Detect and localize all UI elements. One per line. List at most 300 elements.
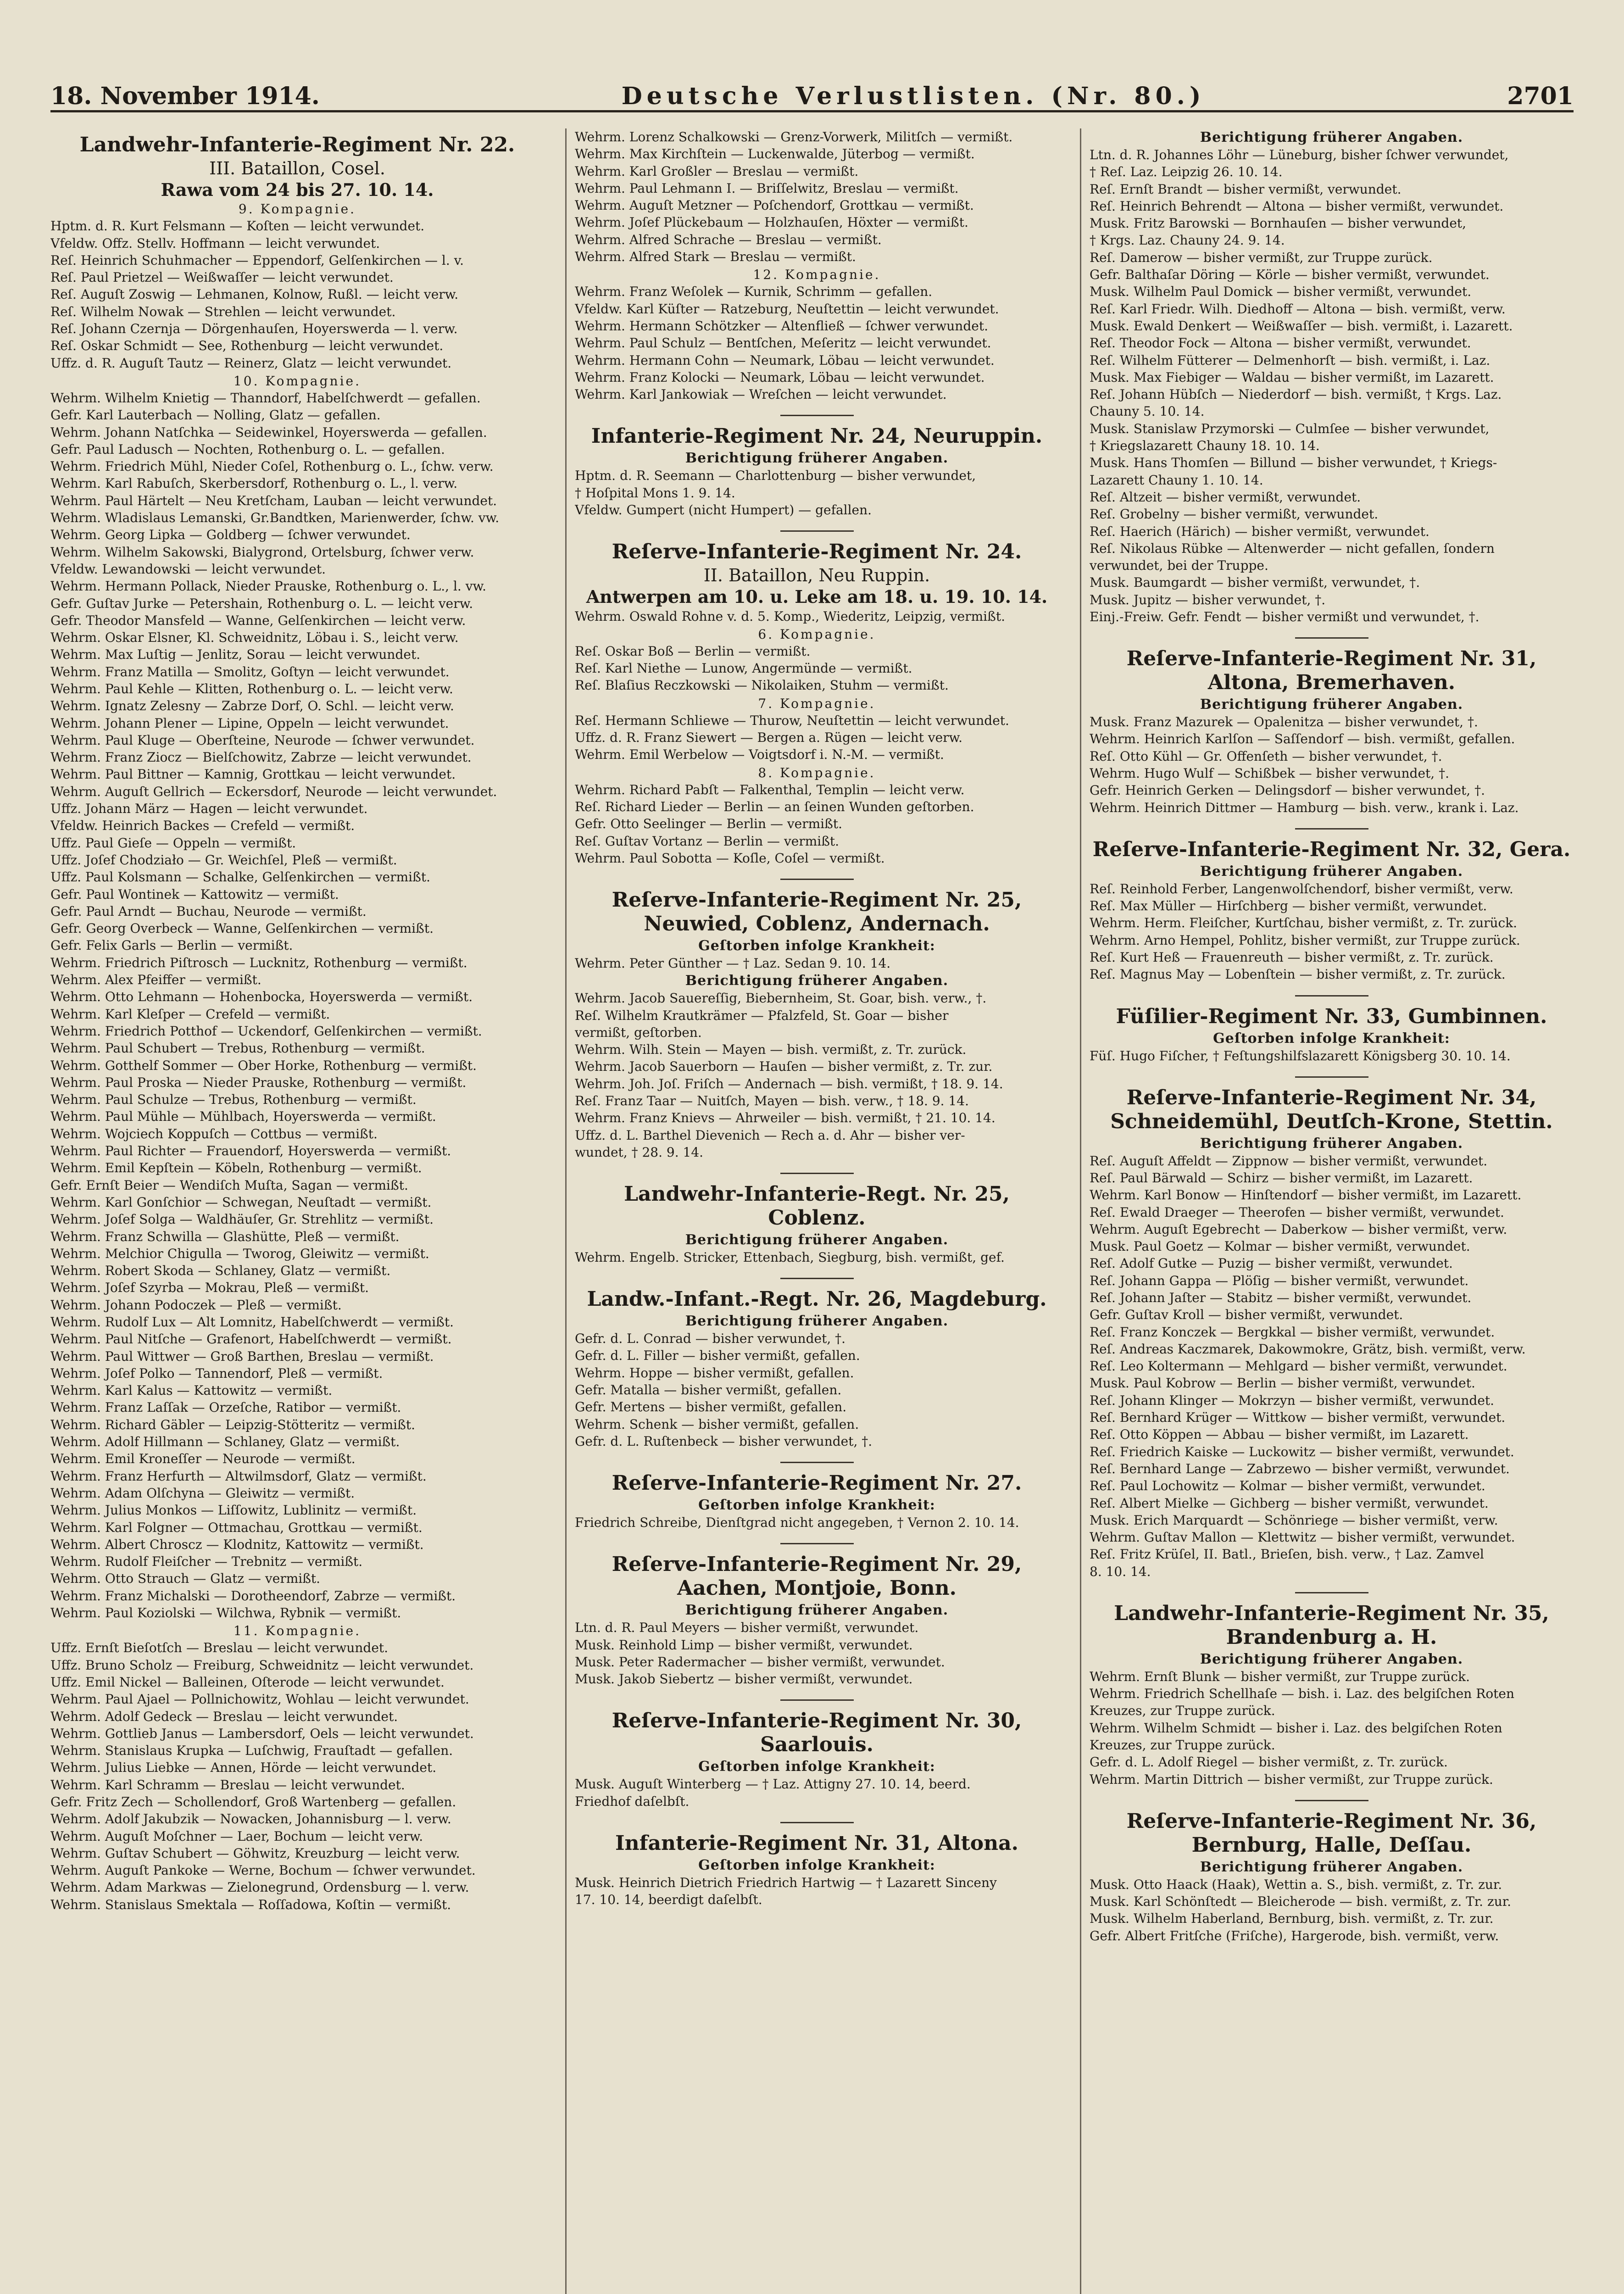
casualty-entry: Wehrm. Hermann Schötzker — Altenfließ — ſchwer verwundet. [575, 318, 988, 334]
casualty-entry: Wehrm. Stanislaus Smektala — Roſſadowa, Koſtin — vermißt. [50, 1897, 451, 1912]
divider [1295, 995, 1368, 997]
casualty-entry: Wehrm. Adam Markwas — Zielonegrund, Ordensburg — l. verw. [50, 1880, 469, 1895]
casualty-entry: Wehrm. Paul Richter — Frauendorf, Hoyerswerda — vermißt. [50, 1143, 451, 1159]
casualty-entry: Wehrm. Robert Skoda — Schlaney, Glatz — vermißt. [50, 1263, 391, 1279]
casualty-entry: Wehrm. Ignatz Zelesny — Zabrze Dorf, O. Schl. — leicht verw. [50, 698, 454, 714]
casualty-entry: Wehrm. Paul Härtelt — Neu Kretſcham, Lauban — leicht verwundet. [50, 493, 497, 508]
casualty-list [575, 1330, 1059, 1450]
casualty-entry: Gefr. Paul Ladusch — Nochten, Rothenburg o. L. — gefallen. [50, 441, 445, 457]
casualty-entry: Reſ. Blaſius Reczkowski — Nikolaiken, Stuhm — vermißt. [575, 678, 949, 693]
casualty-entry: Wehrm. Stanislaus Krupka — Luſchwig, Frauſtadt — gefallen. [50, 1743, 453, 1759]
casualty-entry: Wehrm. Franz Knievs — Ahrweiler — bish. vermißt, † 21. 10. 14. [575, 1110, 996, 1126]
casualty-entry: Musk. Wilhelm Paul Domick — bisher vermißt, verwundet. [1090, 284, 1472, 300]
subsection-heading: Geſtorben infolge Krankheit: [698, 937, 935, 954]
casualty-entry: Wehrm. Max Luſtig — Jenlitz, Sorau — leicht verwundet. [50, 647, 421, 663]
column-1 [50, 128, 544, 2294]
casualty-entry: Kreuzes, zur Truppe zurück. [1090, 1737, 1275, 1753]
casualty-entry: Gefr. Guſtav Kroll — bisher vermißt, verwundet. [1090, 1307, 1403, 1323]
casualty-entry: Wehrm. Karl Kalus — Kattowitz — vermißt. [50, 1383, 333, 1398]
casualty-entry: Wehrm. Karl Folgner — Ottmachau, Grottkau — vermißt. [50, 1520, 423, 1535]
subsection-heading: Berichtigung früherer Angaben. [685, 973, 949, 989]
casualty-entry: Uffz. Bruno Scholz — Freiburg, Schweidnitz — leicht verwundet. [50, 1657, 474, 1673]
casualty-entry: Reſ. Richard Lieder — Berlin — an ſeinen Wunden geſtorben. [575, 799, 974, 814]
casualty-entry: Wehrm. Karl Rabuſch, Skerbersdorf, Rothenburg o. L., l. verw. [50, 476, 458, 491]
casualty-entry: Wehrm. Karl Kleſper — Crefeld — vermißt. [50, 1006, 330, 1022]
casualty-entry: Reſ. Grobelny — bisher vermißt, verwundet. [1090, 507, 1379, 522]
section-title: Infanterie-Regiment Nr. 31, Altona. [615, 1831, 1018, 1855]
casualty-entry: Reſ. Franz Taar — Nuitſch, Mayen — bish. verw., † 18. 9. 14. [575, 1093, 969, 1108]
casualty-entry: Reſ. Fritz Krüſel, II. Batl., Brieſen, bish. verw., † Laz. Zamvel [1090, 1547, 1484, 1562]
casualty-entry: Wehrm. Heinrich Karlſon — Saſſendorf — bish. vermißt, gefallen. [1090, 731, 1515, 747]
battalion: III. Bataillon, Cosel. [209, 158, 385, 178]
company-heading: 11. Kompagnie. [233, 1623, 361, 1639]
casualty-entry: Wehrm. Julius Liebke — Annen, Hörde — leicht verwundet. [50, 1760, 437, 1776]
casualty-entry: Vfeldw. Lewandowski — leicht verwundet. [50, 561, 326, 577]
casualty-entry: Reſ. Paul Bärwald — Schirz — bisher vermißt, im Lazarett. [1090, 1170, 1473, 1186]
casualty-entry: Wehrm. Albert Chroscz — Klodnitz, Kattowitz — vermißt. [50, 1537, 424, 1552]
casualty-entry: Reſ. Reinhold Ferber, Langenwolſchendorf, bisher vermißt, verw. [1090, 881, 1513, 896]
casualty-entry: Reſ. Damerow — bisher vermißt, zur Truppe zurück. [1090, 250, 1433, 265]
columns [50, 128, 1574, 2294]
casualty-entry: Uffz. Paul Gieſe — Oppeln — vermißt. [50, 835, 296, 851]
casualty-entry: Wehrm. Oswald Rohne v. d. 5. Komp., Wiederitz, Leipzig, vermißt. [575, 608, 1005, 624]
column-2 [565, 128, 1059, 2294]
divider [780, 1822, 854, 1823]
casualty-entry: Wehrm. Lorenz Schalkowski — Grenz-Vorwerk, Militſch — vermißt. [575, 129, 1013, 145]
casualty-entry: Wehrm. Hermann Cohn — Neumark, Löbau — leicht verwundet. [575, 352, 995, 368]
section-title: Reſerve-Infanterie-Regiment Nr. 34, Schneidemühl, Deutſch-Krone, Stettin. [1110, 1086, 1553, 1133]
casualty-list [1090, 880, 1574, 983]
casualty-entry: Wehrm. Franz Kolocki — Neumark, Löbau — leicht verwundet. [575, 369, 985, 385]
casualty-entry: Wehrm. Paul Proska — Nieder Prauske, Rothenburg — vermißt. [50, 1075, 467, 1090]
section-title: Landwehr-Infanterie-Regiment Nr. 35, Brandenburg a. H. [1114, 1602, 1549, 1649]
casualty-entry: Friedhof daſelbſt. [575, 1793, 690, 1809]
casualty-entry: Vfeldw. Offz. Stellv. Hoffmann — leicht verwundet. [50, 235, 380, 251]
casualty-entry: Reſ. Johann Czernja — Dörgenhauſen, Hoyerswerda — l. verw. [50, 321, 458, 337]
subsection-heading: Berichtigung früherer Angaben. [685, 450, 949, 467]
casualty-entry: Wehrm. Jacob Sauereſſig, Biebernheim, St. Goar, bish. verw., †. [575, 991, 987, 1006]
subsection-heading: Berichtigung früherer Angaben. [1200, 129, 1463, 145]
company-heading: 6. Kompagnie. [758, 626, 876, 642]
casualty-entry: Musk. Heinrich Dietrich Friedrich Hartwig — † Lazarett Sinceny [575, 1875, 997, 1890]
company-heading: 8. Kompagnie. [758, 765, 876, 780]
section-title: Reſerve-Infanterie-Regiment Nr. 36, Bernburg, Halle, Deſſau. [1126, 1809, 1537, 1857]
casualty-entry: Vfeldw. Gumpert (nicht Humpert) — gefallen. [575, 502, 872, 518]
casualty-entry: Musk. Jakob Siebertz — bisher vermißt, verwundet. [575, 1671, 913, 1687]
casualty-entry: Wehrm. Joh. Joſ. Friſch — Andernach — bish. vermißt, † 18. 9. 14. [575, 1076, 1003, 1091]
casualty-entry: Wehrm. Paul Schulz — Bentſchen, Meſeritz — leicht verwundet. [575, 335, 991, 351]
divider [1295, 828, 1368, 830]
casualty-list [50, 1639, 544, 1913]
casualty-entry: Reſ. Otto Köppen — Abbau — bisher vermißt, im Lazarett. [1090, 1427, 1469, 1442]
company-heading: 7. Kompagnie. [758, 696, 876, 711]
casualty-entry: Wehrm. Karl Großler — Breslau — vermißt. [575, 163, 859, 179]
divider [780, 415, 854, 416]
casualty-list [1090, 713, 1574, 816]
casualty-entry: Wehrm. Schenk — bisher vermißt, gefallen. [575, 1416, 859, 1432]
casualty-entry: Reſ. Leo Koltermann — Mehlgard — bisher vermißt, verwundet. [1090, 1359, 1507, 1374]
casualty-entry: Wehrm. Otto Strauch — Glatz — vermißt. [50, 1571, 321, 1587]
casualty-entry: Gefr. Albert Fritſche (Friſche), Hargerode, bish. vermißt, verw. [1090, 1928, 1499, 1943]
casualty-entry: Reſ. Andreas Kaczmarek, Dakowmokre, Grätz, bish. vermißt, verw. [1090, 1341, 1526, 1357]
casualty-entry: Musk. Wilhelm Haberland, Bernburg, bish. vermißt, z. Tr. zur. [1090, 1911, 1494, 1927]
casualty-entry: † Reſ. Laz. Leipzig 26. 10. 14. [1090, 164, 1283, 180]
casualty-entry: Reſ. Auguſt Zoswig — Lehmanen, Kolnow, Rußl. — leicht verw. [50, 287, 459, 302]
casualty-entry: Wehrm. Adam Olſchyna — Gleiwitz — vermißt. [50, 1485, 355, 1501]
subsection-heading: Berichtigung früherer Angaben. [685, 1313, 949, 1330]
casualty-entry: Wehrm. Wilhelm Schmidt — bisher i. Laz. des belgiſchen Roten [1090, 1720, 1502, 1736]
casualty-entry: Vfeldw. Heinrich Backes — Crefeld — vermißt. [50, 818, 355, 834]
casualty-entry: Wehrm. Paul Ajael — Pollnichowitz, Wohlau — leicht verwundet. [50, 1692, 469, 1707]
casualty-entry: Reſ. Wilhelm Fütterer — Delmenhorſt — bish. vermißt, i. Laz. [1090, 352, 1491, 368]
casualty-entry: Musk. Hans Thomſen — Billund — bisher verwundet, † Kriegs- [1090, 455, 1497, 471]
casualty-entry: Wehrm. Joſef Plückebaum — Holzhauſen, Höxter — vermißt. [575, 215, 968, 230]
page-header [50, 69, 1574, 112]
battle-note: Antwerpen am 10. u. Leke am 18. u. 19. 10. 14. [586, 586, 1048, 607]
casualty-entry: Wehrm. Paul Bittner — Kamnig, Grottkau — leicht verwundet. [50, 767, 456, 782]
casualty-entry: Wehrm. Emil Werbelow — Voigtsdorf i. N.-M. — vermißt. [575, 747, 944, 763]
subsection-heading: Berichtigung früherer Angaben. [1200, 1651, 1463, 1667]
casualty-entry: Wehrm. Johann Plener — Lipine, Oppeln — leicht verwundet. [50, 715, 449, 731]
casualty-entry: Lazarett Chauny 1. 10. 14. [1090, 472, 1263, 488]
casualty-entry: Wehrm. Adolf Jakubzik — Nowacken, Johannisburg — l. verw. [50, 1811, 451, 1827]
casualty-entry: Wehrm. Paul Schubert — Trebus, Rothenburg — vermißt. [50, 1041, 425, 1056]
casualty-entry: Wehrm. Karl Bonow — Hinſtendorf — bisher vermißt, im Lazarett. [1090, 1187, 1522, 1203]
casualty-entry: Wehrm. Arno Hempel, Pohlitz, bisher vermißt, zur Truppe zurück. [1090, 932, 1520, 948]
casualty-entry: Musk. Fritz Barowski — Bornhauſen — bisher verwundet, [1090, 216, 1467, 231]
divider [1295, 1076, 1368, 1078]
casualty-entry: Wehrm. Karl Schramm — Breslau — leicht verwundet. [50, 1777, 405, 1793]
casualty-entry: Reſ. Ewald Draeger — Theerofen — bisher vermißt, verwundet. [1090, 1204, 1504, 1220]
divider [1295, 1800, 1368, 1801]
casualty-entry: Gefr. d. L. Filler — bisher vermißt, gefallen. [575, 1348, 860, 1364]
casualty-entry: Ltn. d. R. Paul Meyers — bisher vermißt, verwundet. [575, 1620, 919, 1636]
casualty-entry: Gefr. Mertens — bisher vermißt, gefallen. [575, 1399, 847, 1415]
casualty-entry: Wehrm. Max Kirchſtein — Luckenwalde, Jüterbog — vermißt. [575, 146, 975, 162]
casualty-entry: Wehrm. Auguſt Metzner — Poſchendorf, Grottkau — vermißt. [575, 198, 974, 213]
casualty-entry: Wehrm. Alex Pfeiffer — vermißt. [50, 972, 261, 988]
casualty-entry: Uffz. Joſef Chodziało — Gr. Weichſel, Pleß — vermißt. [50, 852, 397, 868]
casualty-entry: vermißt, geſtorben. [575, 1025, 702, 1040]
casualty-entry: Musk. Stanislaw Przymorski — Culmſee — bisher verwundet, [1090, 421, 1490, 436]
casualty-entry: 17. 10. 14, beerdigt daſelbſt. [575, 1892, 762, 1908]
casualty-entry: † Kriegslazarett Chauny 18. 10. 14. [1090, 438, 1320, 454]
casualty-entry: Wehrm. Joſef Solga — Waldhäuſer, Gr. Strehlitz — vermißt. [50, 1212, 434, 1227]
casualty-entry: Reſ. Heinrich Behrendt — Altona — bisher vermißt, verwundet. [1090, 198, 1504, 214]
divider [780, 1278, 854, 1279]
casualty-entry: Reſ. Friedrich Kaiske — Luckowitz — bisher vermißt, verwundet. [1090, 1444, 1514, 1459]
subsection-heading: Geſtorben infolge Krankheit: [698, 1759, 935, 1775]
casualty-entry: Musk. Ewald Denkert — Weißwaſſer — bish. vermißt, i. Lazarett. [1090, 318, 1513, 334]
casualty-entry: Reſ. Kurt Heß — Frauenreuth — bisher vermißt, z. Tr. zurück. [1090, 950, 1494, 965]
section-title: Landwehr-Infanterie-Regiment Nr. 22. [79, 133, 515, 156]
casualty-entry: Wehrm. Hermann Pollack, Nieder Prauske, Rothenburg o. L., l. vw. [50, 579, 487, 594]
casualty-entry: Wehrm. Franz Ziocz — Bielſchowitz, Zabrze — leicht verwundet. [50, 750, 472, 765]
casualty-entry: Reſ. Heinrich Schuhmacher — Eppendorf, Gelſenkirchen — l. v. [50, 252, 464, 268]
casualty-entry: Musk. Erich Marquardt — Schönriege — bisher vermißt, verw. [1090, 1512, 1498, 1528]
divider [1295, 637, 1368, 639]
casualty-entry: Wehrm. Wilhelm Knietig — Thanndorf, Habelſchwerdt — gefallen. [50, 390, 481, 406]
casualty-list [575, 781, 1059, 867]
casualty-list [575, 955, 1059, 972]
casualty-entry: Wehrm. Joſef Szyrba — Mokrau, Pleß — vermißt. [50, 1280, 369, 1296]
casualty-entry: † Hoſpital Mons 1. 9. 14. [575, 485, 735, 501]
casualty-list [1090, 1153, 1574, 1580]
casualty-list [50, 217, 544, 372]
casualty-list [50, 390, 544, 1621]
section-title: Reſerve-Infanterie-Regiment Nr. 31, Altona, Bremerhaven. [1126, 647, 1537, 695]
casualty-entry: Reſ. Johann Hübſch — Niederdorf — bish. vermißt, † Krgs. Laz. [1090, 387, 1502, 402]
casualty-entry: Musk. Auguſt Winterberg — † Laz. Attigny 27. 10. 14, beerd. [575, 1776, 971, 1792]
casualty-entry: Wehrm. Rudolf Fleiſcher — Trebnitz — vermißt. [50, 1554, 363, 1570]
section-title: Reſerve-Infanterie-Regiment Nr. 32, Gera. [1092, 837, 1571, 861]
casualty-entry: Wehrm. Oskar Elsner, Kl. Schweidnitz, Löbau i. S., leicht verw. [50, 630, 459, 646]
casualty-entry: Wehrm. Adolf Gedeck — Breslau — leicht verwundet. [50, 1709, 398, 1724]
company-heading: 9. Kompagnie. [238, 201, 356, 217]
section-title: Reſerve-Infanterie-Regiment Nr. 24. [612, 540, 1022, 564]
casualty-entry: Reſ. Johann Jaſter — Stabitz — bisher vermißt, verwundet. [1090, 1290, 1472, 1305]
casualty-entry: Füſ. Hugo Fiſcher, † Feſtungshilfslazarett Königsberg 30. 10. 14. [1090, 1048, 1511, 1063]
casualty-entry: Wehrm. Adolf Hillmann — Schlaney, Glatz — vermißt. [50, 1434, 400, 1450]
casualty-entry: Wehrm. Franz Herfurth — Altwilmsdorf, Glatz — vermißt. [50, 1468, 427, 1484]
company-heading: 10. Kompagnie. [233, 373, 361, 389]
casualty-entry: Uffz. Ernſt Bieſotſch — Breslau — leicht verwundet. [50, 1640, 389, 1656]
battalion: II. Bataillon, Neu Ruppin. [703, 565, 930, 586]
casualty-entry: Uffz. d. R. Auguſt Tautz — Reinerz, Glatz — leicht verwundet. [50, 355, 452, 371]
casualty-entry: Wehrm. Alfred Stark — Breslau — vermißt. [575, 249, 856, 265]
subsection-heading: Geſtorben infolge Krankheit: [698, 1497, 935, 1514]
casualty-list [575, 1514, 1059, 1531]
casualty-entry: Reſ. Albert Mielke — Gichberg — bisher vermißt, verwundet. [1090, 1495, 1489, 1511]
casualty-entry: Reſ. Haerich (Härich) — bisher vermißt, verwundet. [1090, 523, 1429, 539]
section-title: Reſerve-Infanterie-Regiment Nr. 27. [612, 1471, 1022, 1495]
casualty-entry: Reſ. Ernſt Brandt — bisher vermißt, verwundet. [1090, 181, 1402, 197]
casualty-entry: Wehrm. Johann Natſchka — Seidewinkel, Hoyerswerda — gefallen. [50, 424, 487, 440]
casualty-entry: Gefr. Paul Wontinek — Kattowitz — vermißt. [50, 886, 339, 902]
casualty-entry: Reſ. Wilhelm Krautkrämer — Pfalzfeld, St. Goar — bisher [575, 1008, 949, 1023]
casualty-list [1090, 1876, 1574, 1944]
subsection-heading: Berichtigung früherer Angaben. [1200, 1135, 1463, 1152]
casualty-entry: Wehrm. Guſtav Mallon — Klettwitz — bisher vermißt, verwundet. [1090, 1530, 1515, 1545]
casualty-entry: verwundet, bei der Truppe. [1090, 558, 1268, 574]
casualty-list [575, 608, 1059, 625]
casualty-entry: Reſ. Karl Niethe — Lunow, Angermünde — vermißt. [575, 661, 912, 676]
casualty-entry: Wehrm. Friedrich Potthof — Uckendorf, Gelſenkirchen — vermißt. [50, 1023, 482, 1039]
casualty-list [575, 467, 1059, 518]
casualty-list [575, 643, 1059, 694]
casualty-entry: Wehrm. Alfred Schrache — Breslau — vermißt. [575, 232, 882, 247]
casualty-list [575, 1874, 1059, 1909]
casualty-entry: Wehrm. Auguſt Moſchner — Laer, Bochum — leicht verw. [50, 1828, 423, 1844]
casualty-entry: Wehrm. Paul Mühle — Mühlbach, Hoyerswerda — vermißt. [50, 1109, 436, 1125]
casualty-entry: Gefr. Paul Arndt — Buchau, Neurode — vermißt. [50, 903, 367, 919]
casualty-entry: Reſ. Paul Lochowitz — Kolmar — bisher vermißt, verwundet. [1090, 1478, 1485, 1494]
casualty-entry: Gefr. Balthaſar Döring — Körle — bisher vermißt, verwundet. [1090, 267, 1490, 283]
casualty-list [1090, 1047, 1574, 1064]
casualty-entry: Wehrm. Friedrich Piſtrosch — Lucknitz, Rothenburg — vermißt. [50, 955, 467, 970]
divider [780, 1173, 854, 1174]
casualty-entry: Wehrm. Auguſt Gellrich — Eckersdorf, Neurode — leicht verwundet. [50, 784, 497, 799]
casualty-entry: Reſ. Nikolaus Rübke — Altenwerder — nicht gefallen, ſondern [1090, 540, 1495, 556]
casualty-entry: Wehrm. Rudolf Lux — Alt Lomnitz, Habelſchwerdt — vermißt. [50, 1314, 454, 1330]
casualty-entry: Wehrm. Franz Matilla — Smolitz, Goſtyn — leicht verwundet. [50, 664, 450, 679]
casualty-entry: Wehrm. Paul Kehle — Klitten, Rothenburg o. L. — leicht verw. [50, 681, 453, 696]
casualty-entry: Musk. Baumgardt — bisher vermißt, verwundet, †. [1090, 575, 1420, 590]
casualty-entry: Wehrm. Emil Kroneſſer — Neurode — vermißt. [50, 1451, 356, 1467]
casualty-entry: Wehrm. Richard Gäbler — Leipzig-Stötteritz — vermißt. [50, 1417, 415, 1432]
divider [780, 1699, 854, 1701]
divider [780, 1462, 854, 1463]
casualty-entry: Musk. Franz Mazurek — Opalenitza — bisher verwundet, †. [1090, 714, 1478, 730]
casualty-entry: Wehrm. Auguſt Pankoke — Werne, Bochum — ſchwer verwundet. [50, 1863, 476, 1878]
casualty-list [575, 128, 1059, 265]
casualty-entry: Musk. Paul Kobrow — Berlin — bisher vermißt, verwundet. [1090, 1375, 1475, 1391]
casualty-entry: Kreuzes, zur Truppe zurück. [1090, 1703, 1275, 1719]
section-title: Landw.-Infant.-Regt. Nr. 26, Magdeburg. [587, 1287, 1047, 1311]
casualty-entry: Wehrm. Emil Kepſtein — Köbeln, Rothenburg — vermißt. [50, 1160, 422, 1176]
subsection-heading: Berichtigung früherer Angaben. [685, 1231, 949, 1248]
casualty-entry: Wehrm. Karl Gonſchior — Schwegan, Neuſtadt — vermißt. [50, 1194, 432, 1210]
casualty-entry: wundet, † 28. 9. 14. [575, 1144, 704, 1160]
casualty-entry: Reſ. Franz Konczek — Bergkkal — bisher vermißt, verwundet. [1090, 1324, 1495, 1340]
casualty-entry: Wehrm. Wilhelm Sakowski, Bialygrond, Ortelsburg, ſchwer verw. [50, 544, 474, 560]
casualty-entry: Musk. Paul Goetz — Kolmar — bisher vermißt, verwundet. [1090, 1239, 1470, 1254]
casualty-entry: Gefr. Fritz Zech — Schollendorf, Groß Wartenberg — gefallen. [50, 1794, 456, 1810]
casualty-entry: Wehrm. Gottlieb Janus — Lambersdorf, Oels — leicht verwundet. [50, 1726, 474, 1741]
casualty-entry: Einj.-Freiw. Gefr. Fendt — bisher vermißt und verwundet, †. [1090, 609, 1479, 625]
casualty-list [575, 1249, 1059, 1266]
casualty-entry: Gefr. d. L. Ruſtenbeck — bisher verwundet, †. [575, 1433, 873, 1449]
casualty-entry: Uffz. d. R. Franz Siewert — Bergen a. Rügen — leicht verw. [575, 730, 963, 746]
subsection-heading: Geſtorben infolge Krankheit: [698, 1857, 935, 1873]
casualty-entry: Wehrm. Paul Wittwer — Groß Barthen, Breslau — vermißt. [50, 1348, 434, 1364]
casualty-entry: Wehrm. Martin Dittrich — bisher vermißt, zur Truppe zurück. [1090, 1771, 1493, 1787]
casualty-entry: Gefr. Karl Lauterbach — Nolling, Glatz — gefallen. [50, 407, 381, 423]
casualty-list [575, 283, 1059, 403]
casualty-entry: Wehrm. Joſef Polko — Tannendorf, Pleß — vermißt. [50, 1365, 383, 1381]
section-title: Reſerve-Infanterie-Regiment Nr. 29, Aachen, Montjoie, Bonn. [612, 1553, 1022, 1600]
casualty-entry: Reſ. Bernhard Lange — Zabrzewo — bisher vermißt, verwundet. [1090, 1461, 1510, 1476]
casualty-list [1090, 146, 1574, 625]
casualty-entry: Uffz. Paul Kolsmann — Schalke, Gelſenkirchen — vermißt. [50, 869, 430, 885]
casualty-entry: Reſ. Bernhard Krüger — Wittkow — bisher vermißt, verwundet. [1090, 1410, 1506, 1425]
casualty-entry: Vfeldw. Karl Küſter — Ratzeburg, Neuſtettin — leicht verwundet. [575, 301, 999, 317]
casualty-entry: Musk. Max Fiebiger — Waldau — bisher vermißt, im Lazarett. [1090, 369, 1494, 385]
casualty-entry: Gefr. Felix Garls — Berlin — vermißt. [50, 938, 293, 953]
casualty-entry: † Krgs. Laz. Chauny 24. 9. 14. [1090, 233, 1285, 248]
casualty-entry: Hptm. d. R. Kurt Felsmann — Koſten — leicht verwundet. [50, 218, 425, 234]
casualty-entry: Friedrich Schreibe, Dienſtgrad nicht angegeben, † Vernon 2. 10. 14. [575, 1515, 1019, 1531]
casualty-entry: Wehrm. Paul Lehmann I. — Briſſelwitz, Breslau — vermißt. [575, 180, 959, 196]
divider [780, 879, 854, 880]
casualty-entry: Musk. Reinhold Limp — bisher vermißt, verwundet. [575, 1637, 913, 1653]
casualty-entry: Reſ. Wilhelm Nowak — Strehlen — leicht verwundet. [50, 304, 396, 319]
casualty-list [575, 712, 1059, 763]
casualty-entry: Reſ. Adolf Gutke — Puzig — bisher vermißt, verwundet. [1090, 1256, 1453, 1271]
section-title: Füſilier-Regiment Nr. 33, Gumbinnen. [1116, 1004, 1547, 1028]
casualty-entry: Wehrm. Hoppe — bisher vermißt, gefallen. [575, 1365, 854, 1381]
casualty-entry: Wehrm. Auguſt Egebrecht — Daberkow — bisher vermißt, verw. [1090, 1221, 1507, 1237]
company-heading: 12. Kompagnie. [753, 267, 881, 283]
header-page-number: 2701 [1507, 82, 1574, 110]
casualty-entry: Reſ. Theodor Fock — Altona — bisher vermißt, verwundet. [1090, 335, 1471, 351]
casualty-entry: Wehrm. Georg Lipka — Goldberg — ſchwer verwundet. [50, 527, 411, 543]
casualty-entry: Reſ. Paul Prietzel — Weißwaſſer — leicht verwundet. [50, 270, 394, 285]
casualty-entry: Reſ. Altzeit — bisher vermißt, verwundet. [1090, 489, 1361, 505]
casualty-entry: Wehrm. Franz Weſolek — Kurnik, Schrimm — gefallen. [575, 284, 933, 300]
section-title: Reſerve-Infanterie-Regiment Nr. 30, Saarlouis. [612, 1709, 1022, 1757]
section-title: Reſerve-Infanterie-Regiment Nr. 25, Neuwied, Coblenz, Andernach. [612, 888, 1022, 935]
battle-note: Rawa vom 24 bis 27. 10. 14. [161, 179, 434, 200]
casualty-entry: Wehrm. Franz Michalski — Dorotheendorf, Zabrze — vermißt. [50, 1588, 456, 1604]
subsection-heading: Berichtigung früherer Angaben. [685, 1602, 949, 1619]
casualty-entry: Musk. Karl Schönſtedt — Bleicherode — bish. vermißt, z. Tr. zur. [1090, 1894, 1511, 1910]
casualty-entry: Wehrm. Hugo Wulf — Schißbek — bisher verwundet, †. [1090, 766, 1449, 781]
casualty-entry: Wehrm. Paul Sobotta — Koſle, Coſel — vermißt. [575, 850, 885, 866]
casualty-entry: Reſ. Karl Friedr. Wilh. Diedhoff — Altona — bish. vermißt, verw. [1090, 301, 1506, 317]
casualty-entry: Wehrm. Otto Lehmann — Hohenbocka, Hoyerswerda — vermißt. [50, 989, 473, 1005]
casualty-entry: Gefr. Theodor Mansfeld — Wanne, Gelſenkirchen — leicht verw. [50, 612, 466, 628]
casualty-entry: Gefr. d. L. Adolf Riegel — bisher vermißt, z. Tr. zurück. [1090, 1754, 1448, 1770]
casualty-entry: Uffz. Emil Nickel — Balleinen, Oſterode — leicht verwundet. [50, 1674, 445, 1690]
casualty-entry: Reſ. Max Müller — Hirſchberg — bisher vermißt, verwundet. [1090, 898, 1487, 914]
casualty-entry: Gefr. Heinrich Gerken — Delingsdorf — bisher verwundet, †. [1090, 783, 1485, 798]
casualty-entry: Musk. Peter Radermacher — bisher vermißt, verwundet. [575, 1654, 945, 1670]
casualty-entry: Uffz. Johann März — Hagen — leicht verwundet. [50, 801, 368, 817]
casualty-entry: Wehrm. Karl Jankowiak — Wreſchen — leicht verwundet. [575, 387, 947, 402]
casualty-entry: Musk. Otto Haack (Haak), Wettin a. S., bish. vermißt, z. Tr. zur. [1090, 1876, 1502, 1892]
casualty-entry: Reſ. Oskar Schmidt — See, Rothenburg — leicht verwundet. [50, 338, 444, 354]
casualty-entry: Wehrm. Guſtav Schubert — Göhwitz, Kreuzburg — leicht verw. [50, 1845, 460, 1861]
casualty-entry: Uffz. d. L. Barthel Dievenich — Rech a. d. Ahr — bisher ver- [575, 1127, 965, 1143]
casualty-entry: Wehrm. Melchior Chigulla — Tworog, Gleiwitz — vermißt. [50, 1246, 429, 1261]
casualty-list [575, 1776, 1059, 1810]
casualty-entry: Wehrm. Heinrich Dittmer — Hamburg — bish. verw., krank i. Laz. [1090, 800, 1519, 815]
casualty-entry: Wehrm. Gotthelf Sommer — Ober Horke, Rothenburg — vermißt. [50, 1058, 477, 1073]
casualty-entry: Chauny 5. 10. 14. [1090, 404, 1205, 419]
casualty-entry: Wehrm. Ernſt Blunk — bisher vermißt, zur Truppe zurück. [1090, 1669, 1470, 1684]
casualty-entry: Gefr. Ernſt Beier — Wendiſch Muſta, Sagan — vermißt. [50, 1177, 408, 1193]
casualty-entry: Reſ. Guſtav Vortanz — Berlin — vermißt. [575, 833, 840, 849]
casualty-entry: Reſ. Hermann Schliewe — Thurow, Neuſtettin — leicht verwundet. [575, 713, 1009, 728]
casualty-entry: Gefr. Otto Seelinger — Berlin — vermißt. [575, 816, 842, 832]
casualty-entry: Wehrm. Jacob Sauerborn — Hauſen — bisher vermißt, z. Tr. zur. [575, 1059, 993, 1075]
casualty-entry: Wehrm. Wilh. Stein — Mayen — bish. vermißt, z. Tr. zurück. [575, 1042, 967, 1058]
casualty-entry: Gefr. Matalla — bisher vermißt, gefallen. [575, 1382, 842, 1398]
casualty-entry: Wehrm. Paul Koziolski — Wilchwa, Rybnik — vermißt. [50, 1605, 401, 1621]
casualty-entry: Wehrm. Peter Günther — † Laz. Sedan 9. 10. 14. [575, 955, 891, 971]
casualty-entry: Wehrm. Paul Nitſche — Grafenort, Habelſchwerdt — vermißt. [50, 1331, 452, 1347]
casualty-entry: Musk. Jupitz — bisher verwundet, †. [1090, 592, 1326, 607]
casualty-entry: Gefr. Guſtav Jurke — Petershain, Rothenburg o. L. — leicht verw. [50, 596, 473, 611]
casualty-list [1090, 1668, 1574, 1788]
subsection-heading: Berichtigung früherer Angaben. [1200, 696, 1463, 713]
divider [780, 530, 854, 532]
casualty-entry: Gefr. d. L. Conrad — bisher verwundet, †. [575, 1331, 846, 1347]
casualty-entry: Reſ. Magnus May — Lobenſtein — bisher vermißt, z. Tr. zurück. [1090, 967, 1506, 982]
casualty-entry: Wehrm. Engelb. Stricker, Ettenbach, Siegburg, bish. vermißt, gef. [575, 1249, 1005, 1265]
header-date: 18. November 1914. [50, 82, 320, 110]
section-title: Landwehr-Infanterie-Regt. Nr. 25, Coblenz. [624, 1182, 1010, 1230]
casualty-entry: Wehrm. Richard Pabſt — Falkenthal, Templin — leicht verw. [575, 782, 965, 797]
casualty-entry: Hptm. d. R. Seemann — Charlottenburg — bisher verwundet, [575, 468, 976, 484]
divider [780, 1543, 854, 1544]
column-3 [1080, 128, 1574, 2294]
casualty-list [575, 990, 1059, 1161]
casualty-list [575, 1619, 1059, 1687]
casualty-entry: Gefr. Georg Overbeck — Wanne, Gelſenkirchen — vermißt. [50, 921, 434, 936]
divider [1295, 1592, 1368, 1593]
